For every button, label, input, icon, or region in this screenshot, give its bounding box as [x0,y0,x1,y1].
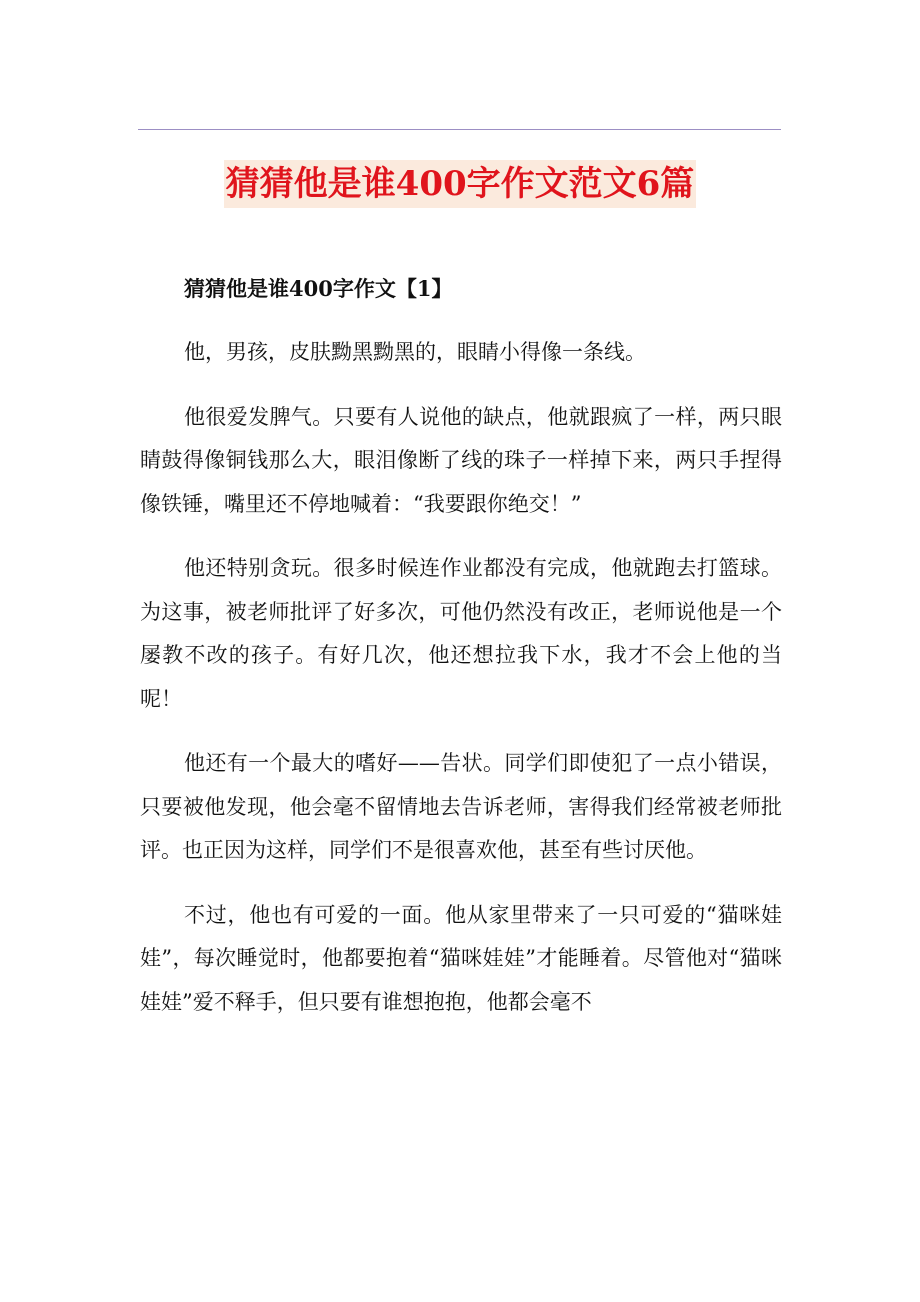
section-heading: 猜猜他是谁400字作文【1】 [184,276,453,301]
document-title: 猜猜他是谁400字作文范文6篇 [224,160,697,208]
header-divider [138,129,781,130]
paragraph-3: 他还特别贪玩。很多时候连作业都没有完成，他就跑去打篮球。为这事，被老师批评了好多次，可他仍然没有改正，老师说他是一个屡教不改的孩子。有好几次，他还想拉我下水，我才不会上他的当呢！ [140,556,782,711]
paragraph-1: 他，男孩，皮肤黝黑黝黑的，眼睛小得像一条线。 [184,340,646,364]
spacer [140,873,782,894]
spacer [140,526,782,547]
spacer [140,721,782,742]
document-body [140,268,782,1024]
spacer [140,375,782,396]
paragraph-2: 他很爱发脾气。只要有人说他的缺点，他就跟疯了一样，两只眼睛鼓得像铜钱那么大，眼泪像断了线的珠子一样掉下来，两只手捏得像铁锤，嘴里还不停地喊着：“我要跟你绝交！” [140,404,782,516]
spacer [140,310,782,331]
paragraph-5: 不过，他也有可爱的一面。他从家里带来了一只可爱的“猫咪娃娃”，每次睡觉时，他都要抱着“猫咪娃娃”才能睡着。尽管他对“猫咪娃娃”爱不释手，但只要有谁想抱抱，他都会毫不 [140,902,782,1014]
paragraph-4: 他还有一个最大的嗜好——告状。同学们即使犯了一点小错误，只要被他发现，他会毫不留情地去告诉老师，害得我们经常被老师批评。也正因为这样，同学们不是很喜欢他，甚至有些讨厌他。 [140,751,782,862]
title-container [0,160,920,208]
